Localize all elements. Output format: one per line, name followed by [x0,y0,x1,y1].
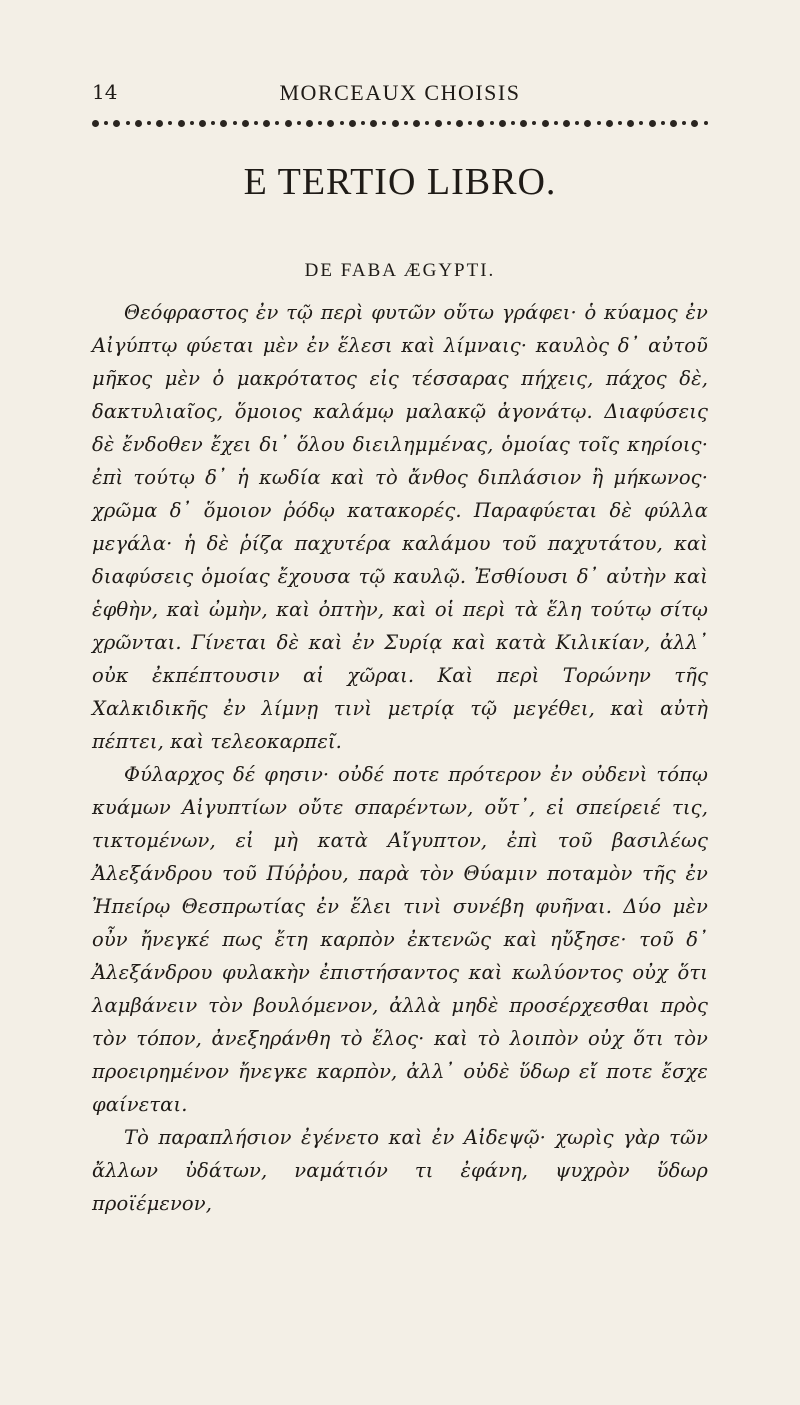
ornament-dot [263,120,270,127]
ornament-dot [425,121,429,125]
ornament-dot [456,120,463,127]
ornament-dot [126,121,130,125]
ornament-dot [618,121,622,125]
ornament-dot [682,121,686,125]
ornament-dot [499,120,506,127]
ornament-dot [199,120,206,127]
ornament-dot [563,120,570,127]
paragraph: Τὸ παραπλήσιον ἐγένετο καὶ ἐν Αἰδεψῷ· χωρὶς γὰρ τῶν ἄλλων ὑδάτων, ναμάτιόν τι ἐφάνη, ψυχρὸν ὕδωρ προϊέμενον, [92,1126,708,1215]
ornament-dot [104,121,108,125]
ornament-dot [435,120,442,127]
ornament-dot [361,121,365,125]
ornament-dot [297,121,301,125]
ornament-dot [135,120,142,127]
ornament-dot [404,121,408,125]
ornament-dot [242,120,249,127]
ornament-dot [606,120,613,127]
ornament-dot [584,120,591,127]
ornament-dot [340,121,344,125]
ornament-dot [92,120,99,127]
ornament-dot [178,120,185,127]
ornamental-rule [92,116,708,130]
ornament-dot [532,121,536,125]
ornament-dot [670,120,677,127]
ornament-dot [639,121,643,125]
ornament-dot [233,121,237,125]
ornament-dot [275,121,279,125]
ornament-dot [627,120,634,127]
ornament-dot [306,120,313,127]
ornament-dot [254,121,258,125]
ornament-dot [511,121,515,125]
ornament-dot [220,120,227,127]
chapter-title: DE FABA ÆGYPTI. [304,260,496,281]
ornament-dot [661,121,665,125]
ornament-dot [349,120,356,127]
ornament-dot [649,120,656,127]
ornament-dot [704,121,708,125]
ornament-dot [597,121,601,125]
ornament-dot [370,120,377,127]
ornament-dot [490,121,494,125]
running-title: MORCEAUX CHOISIS [279,80,521,105]
ornament-dot [168,121,172,125]
paragraph: Φύλαρχος δέ φησιν· οὐδέ ποτε πρότερον ἐν οὐδενὶ τόπῳ κυάμων Αἰγυπτίων οὔτε σπαρέντων, οὔτ᾽, εἰ σπείρειέ τις, τικτομένων, εἰ μὴ κατὰ Αἴγυπτον, ἐπὶ τοῦ βασιλέως Ἀλεξάνδρου τοῦ Πύῤῥου, παρὰ τὸν Θύαμιν ποταμὸν τῆς ἐν Ἠπείρῳ Θεσπρωτίας ἐν ἕλει τινὶ συνέβη φυῆναι. Δύο μὲν οὖν ἤνεγκέ πως ἔτη καρπὸν ἐκτενῶς καὶ ηὔξησε· τοῦ δ᾽ Ἀλεξάνδρου φυλακὴν ἐπιστήσαντος καὶ κωλύοντος οὐχ ὅτι λαμβάνειν τὸν βουλόμενον, ἀλλὰ μηδὲ προσέρχεσθαι πρὸς τὸν τόπον, ἀνεξηράνθη τὸ ἕλος· καὶ τὸ λοιπὸν οὐχ ὅτι τὸν προειρημένον ἤνεγκε καρπὸν, ἀλλ᾽ οὐδὲ ὕδωρ εἴ ποτε ἔσχε φαίνεται. [92,763,708,1116]
ornament-dot [382,121,386,125]
page-number: 14 [92,80,118,104]
section-title: E TERTIO LIBRO. [243,161,557,203]
ornament-dot [318,121,322,125]
ornament-dot [392,120,399,127]
ornament-dot [156,120,163,127]
ornament-dot [542,120,549,127]
ornament-dot [477,120,484,127]
ornament-dot [327,120,334,127]
ornament-dot [554,121,558,125]
ornament-dot [413,120,420,127]
ornament-dot [575,121,579,125]
running-head [92,80,708,114]
ornament-dot [211,121,215,125]
ornament-dot [190,121,194,125]
body-text [92,296,708,1220]
ornament-dot [468,121,472,125]
ornament-dot [447,121,451,125]
ornament-dot [691,120,698,127]
ornament-dot [147,121,151,125]
paragraph: Θεόφραστος ἐν τῷ περὶ φυτῶν οὕτω γράφει· ὁ κύαμος ἐν Αἰγύπτῳ φύεται μὲν ἐν ἕλεσι καὶ λίμναις· καυλὸς δ᾽ αὐτοῦ μῆκος μὲν ὁ μακρότατος εἰς τέσσαρας πήχεις, πάχος δὲ, δακτυλιαῖος, ὅμοιος καλάμῳ μαλακῷ ἀγονάτῳ. Διαφύσεις δὲ ἔνδοθεν ἔχει δι᾽ ὅλου διειλημμένας, ὁμοίας τοῖς κηρίοις· ἐπὶ τούτῳ δ᾽ ἡ κωδία καὶ τὸ ἄνθος διπλάσιον ἢ μήκωνος· χρῶμα δ᾽ ὅμοιον ῥόδῳ κατακορές. Παραφύεται δὲ φύλλα μεγάλα· ἡ δὲ ῥίζα παχυτέρα καλάμου τοῦ παχυτάτου, καὶ διαφύσεις ὁμοίας ἔχουσα τῷ καυλῷ. Ἐσθίουσι δ᾽ αὐτὴν καὶ ἑφθὴν, καὶ ὠμὴν, καὶ ὀπτὴν, καὶ οἱ περὶ τὰ ἕλη τούτῳ σίτῳ χρῶνται. Γίνεται δὲ καὶ ἐν Συρίᾳ καὶ κατὰ Κιλικίαν, ἀλλ᾽ οὐκ ἐκπέπτουσιν αἱ χῶραι. Καὶ περὶ Τορώνην τῆς Χαλκιδικῆς ἐν λίμνῃ τινὶ μετρίᾳ τῷ μεγέθει, καὶ αὐτὴ πέπτει, καὶ τελεοκαρπεῖ. [92,301,708,753]
ornament-dot [520,120,527,127]
ornament-dot [113,120,120,127]
ornament-dot [285,120,292,127]
